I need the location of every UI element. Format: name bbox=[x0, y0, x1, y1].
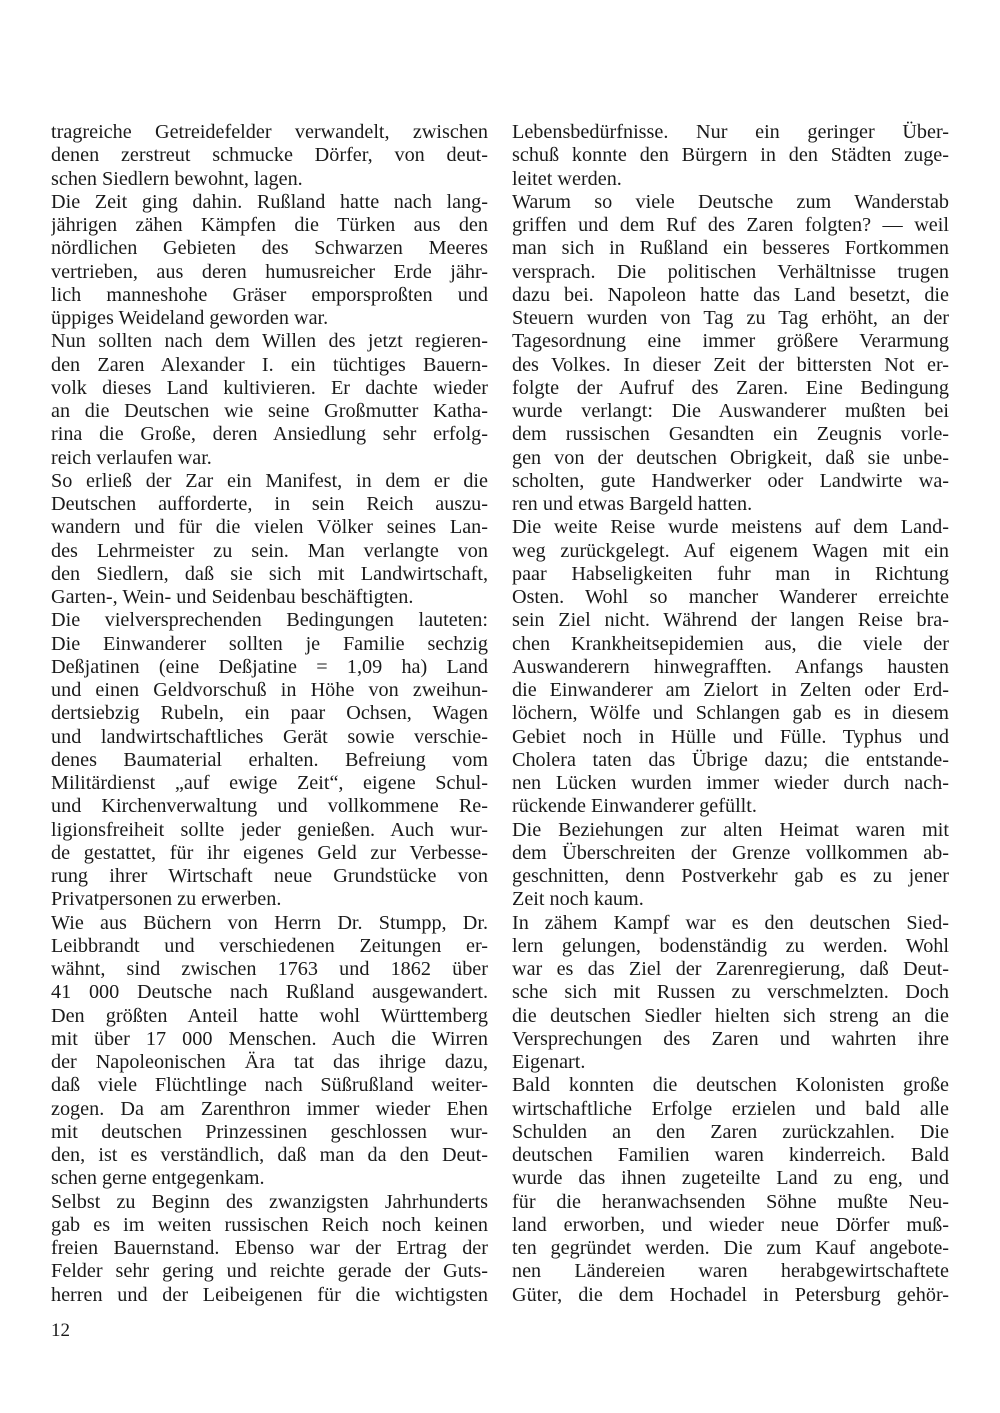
text-line: Deßjatinen (eine Deßjatine = 1,09 ha) Land bbox=[51, 655, 488, 678]
text-column-left bbox=[51, 121, 488, 1307]
text-line: Leibbrandt und verschiedenen Zeitungen er- bbox=[51, 934, 488, 957]
text-line: sein Ziel nicht. Während der langen Reise bra- bbox=[512, 609, 949, 632]
text-line: ligionsfreiheit sollte jeder genießen. Auch wur- bbox=[51, 818, 488, 841]
text-line: Versprechungen des Zaren und wahrten ihre bbox=[512, 1027, 949, 1050]
text-line: mit deutschen Prinzessinen geschlossen wur- bbox=[51, 1120, 488, 1143]
text-line: Deutschen aufforderte, in sein Reich auszu- bbox=[51, 493, 488, 515]
text-line: nen Ländereien waren herabgewirtschaftete bbox=[512, 1260, 949, 1283]
text-line: Die weite Reise wurde meistens auf dem Land- bbox=[512, 516, 949, 539]
text-line: wandern und für die vielen Völker seines Lan- bbox=[51, 516, 488, 539]
text-line: Den größten Anteil hatte wohl Württemberg bbox=[51, 1004, 488, 1027]
text-line: gen von der deutschen Obrigkeit, daß sie unbe- bbox=[512, 446, 949, 469]
text-line: des Lehrmeister zu sein. Man verlangte von bbox=[51, 539, 488, 562]
text-line: Gebiet noch in Hülle und Fülle. Typhus und bbox=[512, 725, 949, 748]
text-line: löchern, Wölfe und Schlangen gab es in diesem bbox=[512, 702, 949, 725]
text-line: tragreiche Getreidefelder verwandelt, zwischen bbox=[51, 121, 488, 143]
text-line: griffen und dem Ruf des Zaren folgten? — weil bbox=[512, 214, 949, 236]
text-line: Güter, die dem Hochadel in Petersburg gehör- bbox=[512, 1283, 949, 1306]
text-line: Die Beziehungen zur alten Heimat waren mit bbox=[512, 818, 949, 841]
text-line: und Kirchenverwaltung und vollkommene Re- bbox=[51, 795, 488, 818]
text-line: für die heranwachsenden Söhne mußte Neu- bbox=[512, 1190, 949, 1213]
text-line: Privatpersonen zu erwerben. bbox=[51, 888, 282, 911]
text-line: Militärdienst „auf ewige Zeit“, eigene Schul- bbox=[51, 772, 488, 794]
text-line: In zähem Kampf war es den deutschen Sied- bbox=[512, 911, 949, 934]
text-line: schen Siedlern bewohnt, lagen. bbox=[51, 167, 303, 190]
text-line: und landwirtschaftliches Gerät sowie verschie- bbox=[51, 725, 488, 748]
text-line: scholten, gute Handwerker oder Landwirte wa- bbox=[512, 469, 949, 492]
text-line: reich verlaufen war. bbox=[51, 446, 212, 469]
text-line: Die vielversprechenden Bedingungen lauteten: bbox=[51, 609, 488, 632]
page-number: 12 bbox=[51, 1320, 70, 1341]
text-line: land erworben, und wieder neue Dörfer muß- bbox=[512, 1213, 949, 1236]
text-line: chen Krankheitsepidemien aus, die viele der bbox=[512, 632, 949, 655]
text-line: man sich in Rußland ein besseres Fortkommen bbox=[512, 237, 949, 260]
text-line: Felder sehr gering und reichte gerade der Guts- bbox=[51, 1260, 488, 1283]
text-line: dem Überschreiten der Grenze vollkommen ab- bbox=[512, 841, 949, 864]
text-line: Bald konnten die deutschen Kolonisten große bbox=[512, 1074, 949, 1097]
text-line: folgte der Aufruf des Zaren. Eine Bedingung bbox=[512, 376, 949, 399]
text-line: denen zerstreut schmucke Dörfer, von deut- bbox=[51, 144, 488, 167]
text-line: lich manneshohe Gräser emporsproßten und bbox=[51, 283, 488, 306]
text-line: vertrieben, aus deren humusreicher Erde jähr- bbox=[51, 260, 488, 283]
text-line: den Zaren Alexander I. ein tüchtiges Bauern- bbox=[51, 353, 488, 376]
text-line: leitet werden. bbox=[512, 167, 622, 190]
text-line: Osten. Wohl so mancher Wanderer erreichte bbox=[512, 586, 949, 608]
text-line: Eigenart. bbox=[512, 1051, 586, 1073]
text-line: weg zurückgelegt. Auf eigenem Wagen mit ein bbox=[512, 539, 949, 562]
text-line: wirtschaftliche Erfolge erzielen und bald alle bbox=[512, 1097, 949, 1120]
text-line: an die Deutschen wie seine Großmutter Katha- bbox=[51, 400, 488, 422]
text-line: ren und etwas Bargeld hatten. bbox=[512, 493, 753, 515]
text-line: de gestattet, für ihr eigenes Geld zur Verbesse- bbox=[51, 841, 488, 864]
text-line: volk dieses Land kultivieren. Er dachte wieder bbox=[51, 376, 488, 399]
text-line: wurde verlangt: Die Auswanderer mußten bei bbox=[512, 400, 949, 422]
text-line: wurde das ihnen zugeteilte Land zu eng, und bbox=[512, 1167, 949, 1190]
text-line: gab es im weiten russischen Reich noch keinen bbox=[51, 1213, 488, 1236]
text-line: Nun sollten nach dem Willen des jetzt regieren- bbox=[51, 330, 488, 353]
text-line: herren und der Leibeigenen für die wichtigsten bbox=[51, 1283, 488, 1306]
text-line: Die Einwanderer sollten je Familie sechzig bbox=[51, 632, 488, 655]
text-line: 41 000 Deutsche nach Rußland ausgewandert. bbox=[51, 981, 488, 1004]
text-line: Lebensbedürfnisse. Nur ein geringer Über- bbox=[512, 121, 949, 143]
text-line: dazu bei. Napoleon hatte das Land besetzt, die bbox=[512, 283, 949, 306]
text-line: mit über 17 000 Menschen. Auch die Wirren bbox=[51, 1027, 488, 1050]
text-line: dem russischen Gesandten ein Zeugnis vorle- bbox=[512, 423, 949, 446]
text-line: rina die Große, deren Ansiedlung sehr erfolg- bbox=[51, 423, 488, 446]
text-line: Wie aus Büchern von Herrn Dr. Stumpp, Dr. bbox=[51, 911, 488, 934]
text-line: und einen Geldvorschuß in Höhe von zweihun- bbox=[51, 679, 488, 701]
text-line: die deutschen Siedler hielten sich streng an die bbox=[512, 1004, 949, 1027]
text-line: daß viele Flüchtlinge nach Süßrußland weiter- bbox=[51, 1074, 488, 1097]
text-line: schuß konnte den Bürgern in den Städten zuge- bbox=[512, 144, 949, 167]
text-line: Schulden an den Zaren zurückzahlen. Die bbox=[512, 1120, 949, 1143]
text-line: nördlichen Gebieten des Schwarzen Meeres bbox=[51, 237, 488, 260]
text-line: den Siedlern, daß sie sich mit Landwirtschaft, bbox=[51, 562, 488, 585]
text-line: Selbst zu Beginn des zwanzigsten Jahrhunderts bbox=[51, 1190, 488, 1213]
text-line: Garten-, Wein- und Seidenbau beschäftigten. bbox=[51, 586, 414, 608]
text-line: den, ist es verständlich, daß man da den Deut- bbox=[51, 1144, 488, 1166]
text-line: freien Bauernstand. Ebenso war der Ertrag der bbox=[51, 1237, 488, 1259]
text-line: der Napoleonischen Ära tat das ihrige dazu, bbox=[51, 1051, 488, 1073]
text-line: sche sich mit Russen zu verschmelzten. Doch bbox=[512, 981, 949, 1004]
text-line: paar Habseligkeiten fuhr man in Richtung bbox=[512, 562, 949, 585]
text-line: So erließ der Zar ein Manifest, in dem er die bbox=[51, 469, 488, 492]
text-line: lern gelungen, bodenständig zu werden. Wohl bbox=[512, 934, 949, 957]
text-line: zogen. Da am Zarenthron immer wieder Ehen bbox=[51, 1097, 488, 1120]
text-line: denes Baumaterial erhalten. Befreiung vom bbox=[51, 748, 488, 771]
text-line: ten gegründet werden. Die zum Kauf angebote- bbox=[512, 1237, 949, 1259]
text-line: Warum so viele Deutsche zum Wanderstab bbox=[512, 190, 949, 213]
text-line: jährigen zähen Kämpfen die Türken aus den bbox=[51, 214, 488, 236]
text-line: Die Zeit ging dahin. Rußland hatte nach lang- bbox=[51, 190, 488, 213]
text-line: des Volkes. In dieser Zeit der bittersten Not er- bbox=[512, 353, 949, 376]
text-line: dertsiebzig Rubeln, ein paar Ochsen, Wagen bbox=[51, 702, 488, 725]
text-line: üppiges Weideland geworden war. bbox=[51, 307, 329, 329]
text-line: deutschen Familien waren kinderreich. Bald bbox=[512, 1144, 949, 1166]
text-line: war es das Ziel der Zarenregierung, daß Deut- bbox=[512, 958, 949, 980]
text-line: Cholera taten das Übrige dazu; die entstande- bbox=[512, 748, 949, 771]
text-line: geschnitten, denn Postverkehr gab es zu jener bbox=[512, 865, 949, 887]
text-line: rückende Einwanderer gefüllt. bbox=[512, 795, 757, 818]
text-line: wähnt, sind zwischen 1763 und 1862 über bbox=[51, 958, 488, 980]
text-line: Zeit noch kaum. bbox=[512, 888, 644, 911]
text-line: rung ihrer Wirtschaft neue Grundstücke von bbox=[51, 865, 488, 887]
text-line: Steuern wurden von Tag zu Tag erhöht, an der bbox=[512, 307, 949, 329]
text-line: nen Lücken wurden immer wieder durch nach- bbox=[512, 772, 949, 794]
text-line: versprach. Die politischen Verhältnisse trugen bbox=[512, 260, 949, 283]
text-line: Auswanderern hinwegrafften. Anfangs hausten bbox=[512, 655, 949, 678]
text-line: die Einwanderer am Zielort in Zelten oder Erd- bbox=[512, 679, 949, 701]
text-line: schen gerne entgegenkam. bbox=[51, 1167, 265, 1190]
text-column-right bbox=[512, 121, 949, 1307]
text-line: Tagesordnung eine immer größere Verarmung bbox=[512, 330, 949, 353]
